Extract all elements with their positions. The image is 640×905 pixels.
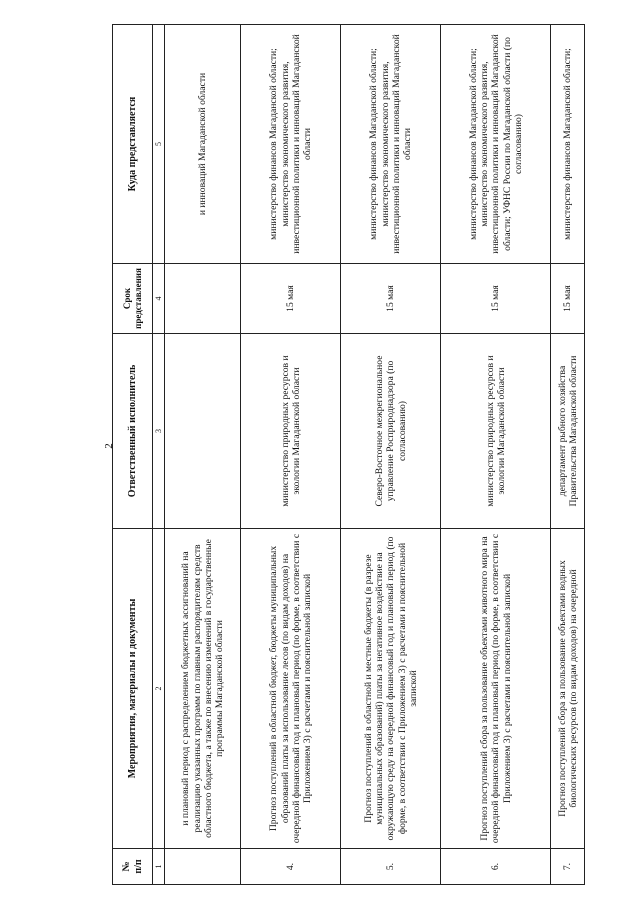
row-event: и плановый период с распределением бюджетных ассигнований на реализацию указанных программ по главным распорядителям средств областного бюджета, а также по внесению изменений в государственные программы Магаданской области [165, 529, 241, 849]
row-executor: департамент рыбного хозяйства Правительства Магаданской области [551, 334, 585, 529]
row-recipient: и инноваций Магаданской области [165, 25, 241, 264]
row-executor [165, 334, 241, 529]
row-num: 5. [341, 849, 441, 885]
row-deadline: 15 мая [341, 264, 441, 334]
col-number: 4 [153, 264, 165, 334]
table-row [341, 25, 441, 885]
table-row [241, 25, 341, 885]
col-number: 3 [153, 334, 165, 529]
column-number-row [153, 25, 165, 885]
row-num [165, 849, 241, 885]
header-recipient: Куда представляется [113, 25, 153, 264]
row-deadline [165, 264, 241, 334]
rotated-table-container [112, 25, 584, 885]
row-recipient: министерство финансов Магаданской области; [551, 25, 585, 264]
row-event: Прогноз поступлений сбора за пользование объектами животного мира на очередной финансовый год и плановый период (по форме, в соответствии с Приложением 3) с расчетами и пояснительной запиской [441, 529, 551, 849]
row-deadline: 15 мая [241, 264, 341, 334]
row-recipient: министерство финансов Магаданской области; министерство экономического развития, инвестиционной политики и инноваций Магаданской области [341, 25, 441, 264]
row-deadline: 15 мая [551, 264, 585, 334]
row-num: 6. [441, 849, 551, 885]
table-row [551, 25, 585, 885]
table-row [165, 25, 241, 885]
col-number: 1 [153, 849, 165, 885]
row-num: 7. [551, 849, 585, 885]
row-deadline: 15 мая [441, 264, 551, 334]
page-number: 2 [102, 443, 115, 449]
header-row [113, 25, 153, 885]
row-recipient: министерство финансов Магаданской области; министерство экономического развития, инвестиционной политики и инноваций Магаданской области; УФНС России по Магаданской области (по согласованию) [441, 25, 551, 264]
events-table [112, 24, 585, 885]
header-num: № п/п [113, 849, 153, 885]
row-event: Прогноз поступлений в областной и местные бюджеты (в разрезе муниципальных образований) платы за негативное воздействие на окружающую среду на очередной финансовый год и плановый период (по форме, в соответствии с Приложением 3) с расчетами и пояснительной запиской [341, 529, 441, 849]
row-recipient: министерство финансов Магаданской области; министерство экономического развития, инвестиционной политики и инноваций Магаданской области [241, 25, 341, 264]
col-number: 2 [153, 529, 165, 849]
row-num: 4. [241, 849, 341, 885]
header-executor: Ответственный исполнитель [113, 334, 153, 529]
header-deadline: Срок представления [113, 264, 153, 334]
row-executor: Северо-Восточное межрегиональное управление Росприроднадзора (по согласованию) [341, 334, 441, 529]
row-executor: министерство природных ресурсов и экологии Магаданской области [241, 334, 341, 529]
col-number: 5 [153, 25, 165, 264]
row-executor: министерство природных ресурсов и экологии Магаданской области [441, 334, 551, 529]
row-event: Прогноз поступлений сбора за пользование объектами водных биологических ресурсов (по видам доходов) на очередной [551, 529, 585, 849]
header-event: Мероприятия, материалы и документы [113, 529, 153, 849]
row-event: Прогноз поступлений в областной бюджет, бюджеты муниципальных образований платы за использование лесов (по видам доходов) на очередной финансовый год и плановый период (по форме, в соответствии с Приложением 3) с расчетами и пояснительной запиской [241, 529, 341, 849]
table-row [441, 25, 551, 885]
